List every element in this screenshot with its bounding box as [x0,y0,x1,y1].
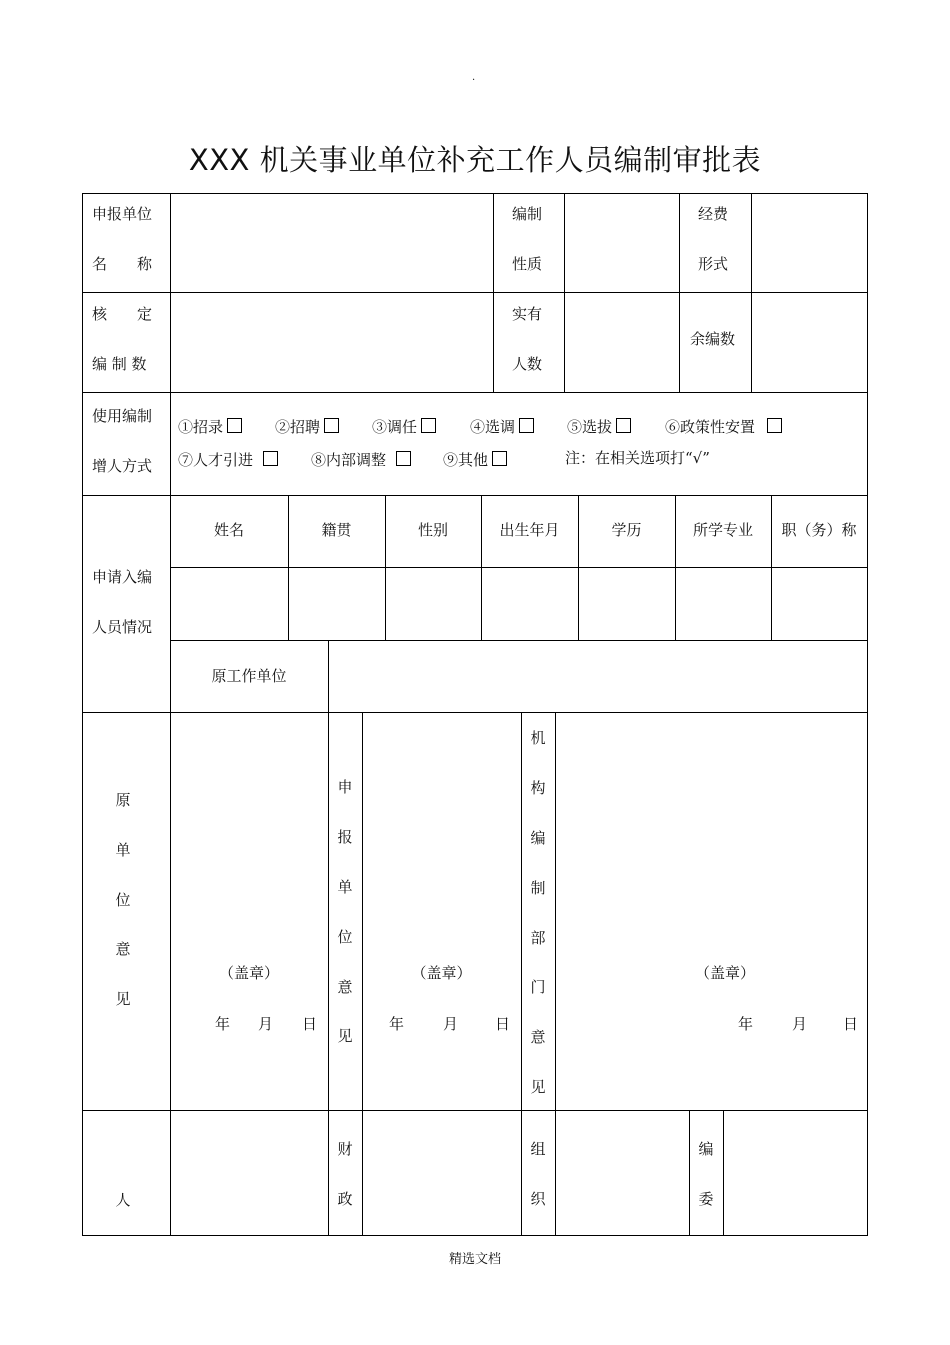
hometown-field[interactable] [289,568,385,640]
option-label: ④选调 [470,418,516,436]
col-header-gender: 性别 [417,521,448,539]
option-label: ⑦人才引进 [178,451,254,469]
hr-opinion-field[interactable] [171,1111,328,1235]
committee-label-char: 委 [698,1190,714,1208]
row-divider [82,495,868,496]
date-month: 月 [258,1015,274,1033]
table-border-bottom [82,1235,868,1236]
hiring-method-label-2: 增人方式 [92,457,153,475]
approved-quota-field[interactable] [171,293,493,392]
checkbox[interactable] [492,451,507,466]
option-label: ①招录 [178,418,224,436]
option-recruit-hire[interactable] [275,418,339,435]
option-label: ⑧内部调整 [311,451,387,469]
previous-unit-field[interactable] [329,641,867,712]
col-header-name: 姓名 [213,521,244,539]
label-char: 见 [337,1027,353,1045]
col-divider [521,712,522,1236]
funding-type-label-2: 形式 [698,255,729,273]
date-year: 年 [738,1015,754,1033]
checkbox[interactable] [263,451,278,466]
remaining-quota-field[interactable] [752,293,867,392]
option-label: ②招聘 [275,418,321,436]
label-char: 构 [530,779,546,797]
label-char: 门 [530,978,546,996]
title-field[interactable] [772,568,867,640]
table-border-left [82,193,83,1236]
option-policy-placement[interactable] [665,418,782,435]
date-day: 日 [495,1015,511,1033]
remaining-quota-label: 余编数 [690,330,736,348]
col-header-major: 所学专业 [692,521,753,539]
label-char: 机 [530,729,546,747]
label-char: 原 [115,791,131,809]
footer-text: 精选文档 [448,1252,501,1267]
option-note: 注：在相关选项打“√” [565,449,710,467]
funding-type-field[interactable] [752,194,867,292]
checkbox[interactable] [616,418,631,433]
label-char: 编 [530,829,546,847]
applicant-info-label: 申请入编 [92,568,153,586]
committee-label-char: 编 [698,1140,714,1158]
label-char: 位 [115,891,131,909]
applicant-info-label-2: 人员情况 [92,618,153,636]
staffing-nature-field[interactable] [565,194,679,292]
actual-staff-field[interactable] [565,293,679,392]
col-header-education: 学历 [611,521,642,539]
staffing-nature-label-2: 性质 [512,255,543,273]
date-day: 日 [302,1015,318,1033]
organization-label-char: 织 [530,1190,546,1208]
label-char: 见 [530,1078,546,1096]
label-char: 见 [115,990,131,1008]
approved-quota-label-2: 编 制 数 [92,355,147,373]
checkbox[interactable] [767,418,782,433]
previous-unit-label: 原工作单位 [211,667,287,685]
applicant-unit-label: 申报单位 [92,205,153,223]
option-selection-transfer[interactable] [470,418,534,435]
gender-field[interactable] [386,568,481,640]
finance-opinion-field[interactable] [363,1111,521,1235]
col-header-hometown: 籍贯 [321,521,352,539]
approved-quota-label: 核 定 [92,305,153,323]
option-internal-adjust[interactable] [311,451,411,468]
finance-label-char: 政 [337,1190,353,1208]
hiring-method-label: 使用编制 [92,407,153,425]
major-field[interactable] [676,568,771,640]
label-char: 意 [530,1028,546,1046]
label-char: 意 [337,978,353,996]
organization-label-char: 组 [530,1140,546,1158]
option-transfer[interactable] [372,418,436,435]
checkbox[interactable] [324,418,339,433]
finance-label-char: 财 [337,1140,353,1158]
option-label: ⑨其他 [443,451,489,469]
date-day: 日 [843,1015,859,1033]
name-field[interactable] [171,568,288,640]
birth-field[interactable] [482,568,578,640]
option-label: ③调任 [372,418,418,436]
option-other[interactable] [443,451,507,468]
label-char: 制 [530,879,546,897]
hr-label: 人 [115,1191,131,1209]
col-divider [689,1110,690,1236]
label-char: 申 [337,778,353,796]
option-label: ⑤选拔 [567,418,613,436]
label-char: 部 [530,929,546,947]
checkbox[interactable] [227,418,242,433]
col-divider [328,712,329,1236]
option-recruit-exam[interactable] [178,418,242,435]
funding-type-label: 经费 [698,205,729,223]
option-label: ⑥政策性安置 [665,418,756,436]
col-header-birth: 出生年月 [499,521,560,539]
col-header-title: 职（务）称 [781,521,857,539]
checkbox[interactable] [396,451,411,466]
col-divider [679,193,680,393]
reporting-unit-opinion-field[interactable] [363,713,521,1110]
header-mark: . [472,72,476,83]
label-char: 意 [115,940,131,958]
checkbox[interactable] [421,418,436,433]
date-year: 年 [215,1015,231,1033]
date-year: 年 [389,1015,405,1033]
committee-opinion-field[interactable] [724,1111,867,1235]
staffing-dept-opinion-field[interactable] [556,713,867,1110]
education-field[interactable] [579,568,675,640]
date-month: 月 [443,1015,459,1033]
option-talent-intro[interactable] [178,451,278,468]
organization-opinion-field[interactable] [556,1111,689,1235]
applicant-unit-field[interactable] [171,194,493,292]
label-char: 单 [337,878,353,896]
seal-text: （盖章） [218,964,279,982]
seal-text: （盖章） [694,964,755,982]
label-char: 报 [337,828,353,846]
label-char: 位 [337,928,353,946]
actual-staff-label-2: 人数 [512,355,543,373]
date-month: 月 [792,1015,808,1033]
checkbox[interactable] [519,418,534,433]
page-title: XXX 机关事业单位补充工作人员编制审批表 [188,143,762,177]
applicant-unit-label-2: 名 称 [92,255,153,273]
seal-text: （盖章） [411,964,472,982]
table-border-right [867,193,868,1236]
col-divider [493,193,494,393]
option-selection[interactable] [567,418,631,435]
actual-staff-label: 实有 [512,305,543,323]
staffing-nature-label: 编制 [512,205,543,223]
label-char: 单 [115,841,131,859]
original-unit-opinion-field[interactable] [171,713,328,1110]
